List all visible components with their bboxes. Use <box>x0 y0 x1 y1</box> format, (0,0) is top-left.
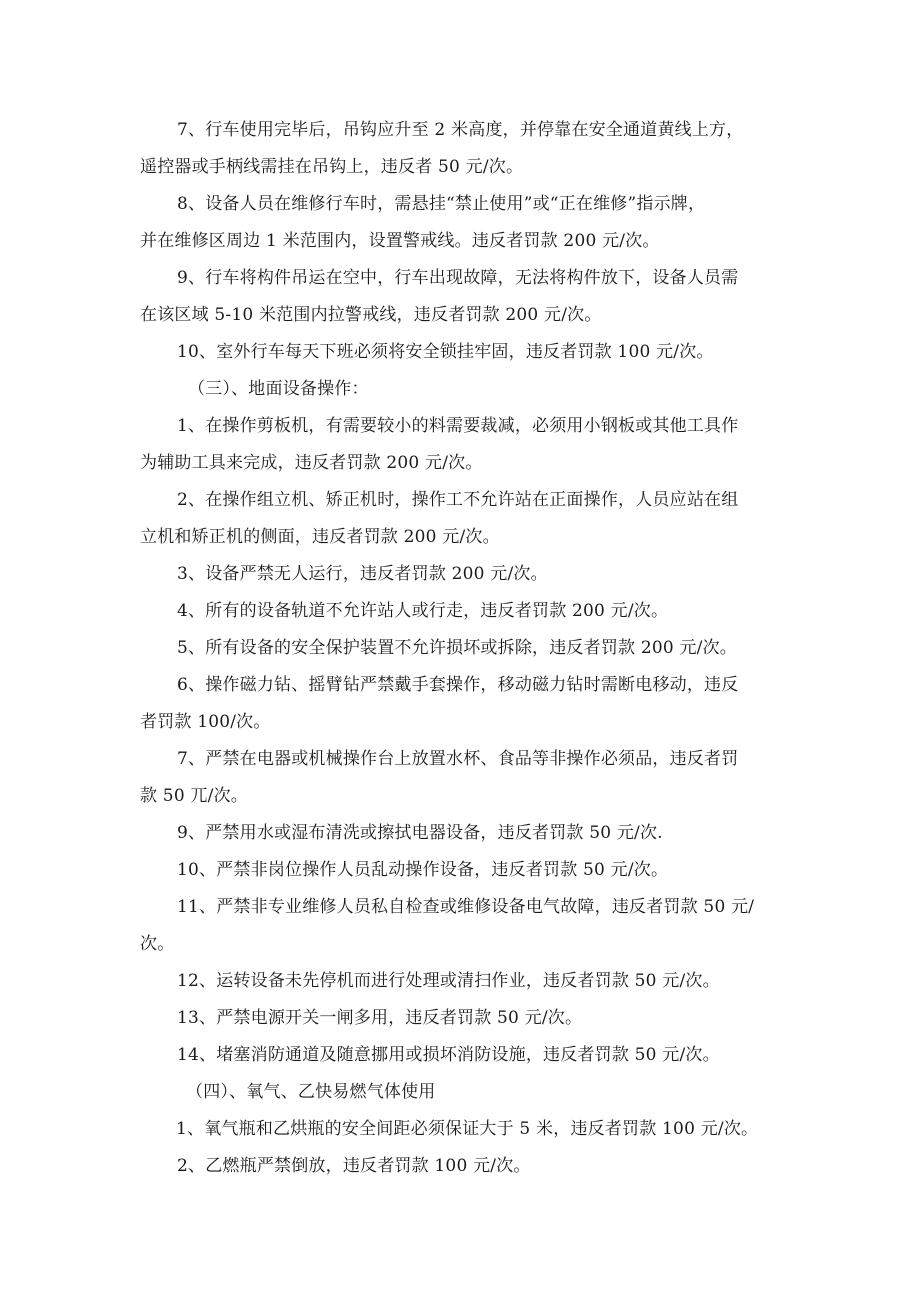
paragraph-line: 1、氧气瓶和乙烘瓶的安全间距必须保证大于 5 米，违反者罚款 100 元/次。 <box>176 1119 759 1139</box>
paragraph-line: 5、所有设备的安全保护装置不允许损坏或拆除，违反者罚款 200 元/次。 <box>177 638 737 658</box>
paragraph-line: 遥控器或手柄线需挂在吊钩上，违反者 50 元/次。 <box>140 157 524 177</box>
document-body <box>140 112 790 1185</box>
paragraph-line: 10、室外行车每天下班必须将安全锁挂牢固，违反者罚款 100 元/次。 <box>177 342 714 362</box>
paragraph-line: 2、乙燃瓶严禁倒放，违反者罚款 100 元/次。 <box>177 1156 531 1176</box>
paragraph-line: 为辅助工具来完成，违反者罚款 200 元/次。 <box>140 453 483 473</box>
paragraph-line: 9、行车将构件吊运在空中，行车出现故障，无法将构件放下，设备人员需 <box>177 268 739 288</box>
paragraph-line: 2、在操作组立机、矫正机时，操作工不允许站在正面操作，人员应站在组 <box>177 490 739 510</box>
paragraph-line: 在该区域 5-10 米范围内拉警戒线，违反者罚款 200 元/次。 <box>140 305 602 325</box>
paragraph-line: 11、严禁非专业维修人员私自检查或维修设备电气故障，违反者罚款 50 元/ <box>177 897 755 917</box>
paragraph-line: 7、严禁在电器或机械操作台上放置水杯、食品等非操作必须品，违反者罚 <box>177 749 739 769</box>
paragraph-line: 1、在操作剪板机，有需要较小的料需要裁减，必须用小钢板或其他工具作 <box>177 416 739 436</box>
section-heading: （四）、氧气、乙快易燃气体使用 <box>186 1082 436 1102</box>
paragraph-line: 立机和矫正机的侧面，违反者罚款 200 元/次。 <box>140 527 500 547</box>
paragraph-line: 9、严禁用水或湿布清洗或擦拭电器设备，违反者罚款 50 元/次. <box>177 823 663 843</box>
paragraph-line: 6、操作磁力钻、摇臂钻严禁戴手套操作，移动磁力钻时需断电移动，违反 <box>177 675 739 695</box>
paragraph-line: 13、严禁电源开关一闸多用，违反者罚款 50 元/次。 <box>177 1008 583 1028</box>
paragraph-line: 7、行车使用完毕后，吊钩应升至 2 米高度，并停靠在安全通道黄线上方， <box>177 120 744 140</box>
paragraph-line: 4、所有的设备轨道不允许站人或行走，违反者罚款 200 元/次。 <box>177 601 669 621</box>
paragraph-line: 3、设备严禁无人运行，违反者罚款 200 元/次。 <box>177 564 548 584</box>
paragraph-line: 次。 <box>140 934 175 954</box>
paragraph-line: 12、运转设备未先停机而进行处理或清扫作业，违反者罚款 50 元/次。 <box>177 971 720 991</box>
paragraph-line: 者罚款 100/次。 <box>140 712 271 732</box>
paragraph-line: 14、堵塞消防通道及随意挪用或损坏消防设施，违反者罚款 50 元/次。 <box>177 1045 720 1065</box>
section-heading: （三）、地面设备操作： <box>188 379 369 399</box>
paragraph-line: 并在维修区周边 1 米范围内，设置警戒线。违反者罚款 200 元/次。 <box>140 231 660 251</box>
paragraph-line: 10、严禁非岗位操作人员乱动操作设备，违反者罚款 50 元/次。 <box>177 860 669 880</box>
paragraph-line: 款 50 兀/次。 <box>140 786 248 806</box>
paragraph-line: 8、设备人员在维修行车时，需悬挂“禁止使用”或“正在维修”指示牌， <box>177 194 706 214</box>
